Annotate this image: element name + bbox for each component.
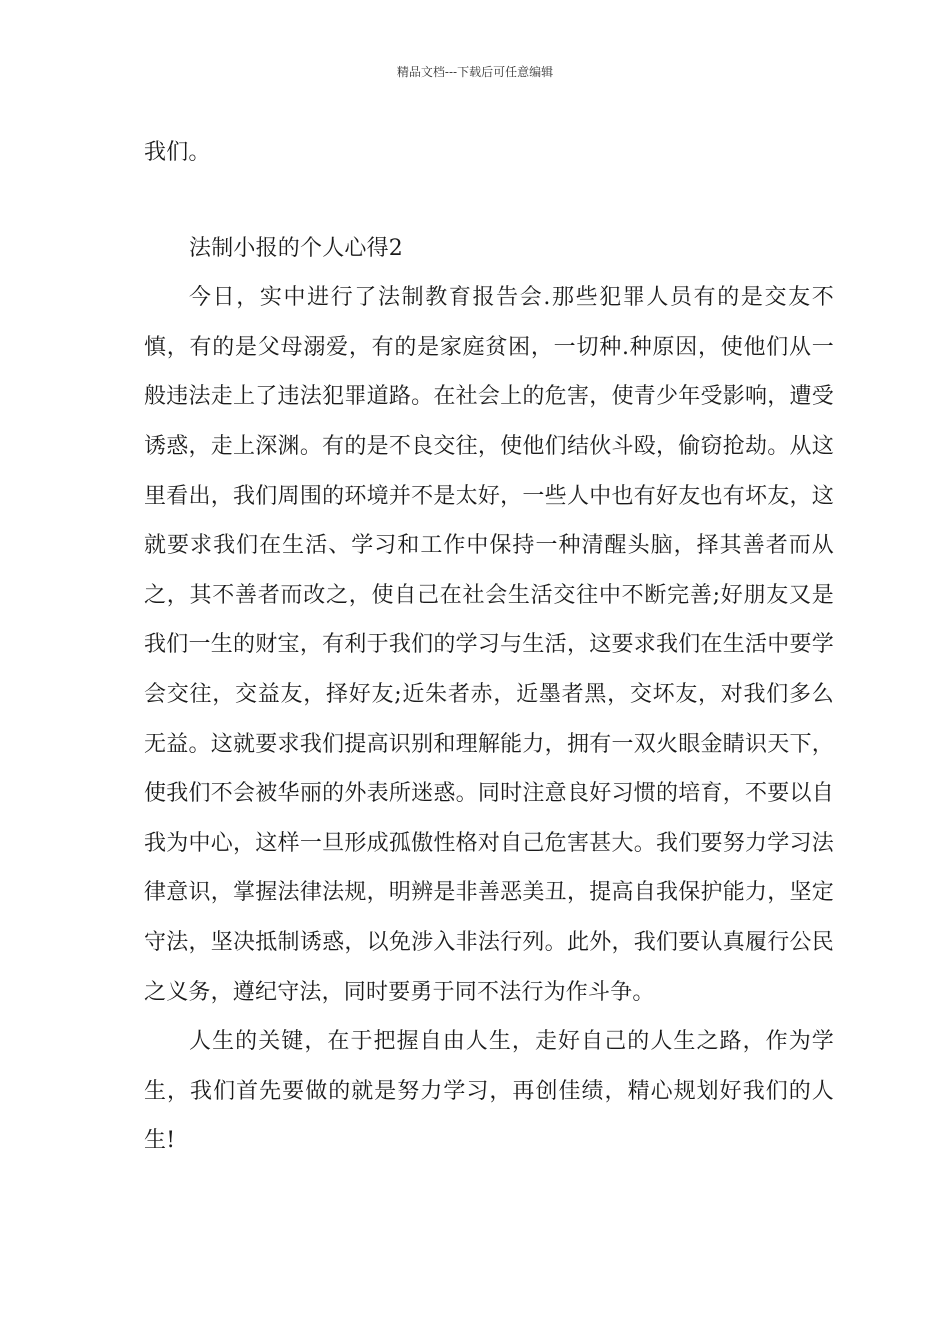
document-body — [144, 128, 834, 1166]
continuation-text: 我们。 — [144, 140, 211, 165]
page-header: 精品文档---下载后可任意编辑 — [396, 65, 554, 79]
body-paragraph-2: 人生的关键，在于把握自由人生，走好自己的人生之路，作为学生，我们首先要做的就是努力学习，再创佳绩，精心规划好我们的人生! — [144, 1029, 834, 1154]
paragraph-gap — [144, 178, 834, 224]
section-title: 法制小报的个人心得2 — [189, 235, 403, 261]
body-paragraph-1: 今日，实中进行了法制教育报告会.那些犯罪人员有的是交友不慎，有的是父母溺爱，有的是家庭贫困，一切种.种原因，使他们从一般违法走上了违法犯罪道路。在社会上的危害，使青少年受影响，遭受诱惑，走上深渊。有的是不良交往，使他们结伙斗殴，偷窃抢劫。从这里看出，我们周围的环境并不是太好，一些人中也有好友也有坏友，这就要求我们在生活、学习和工作中保持一种清醒头脑，择其善者而从之，其不善者而改之，使自己在社会生活交往中不断完善;好朋友又是我们一生的财宝，有利于我们的学习与生活，这要求我们在生活中要学会交往，交益友，择好友;近朱者赤，近墨者黑，交坏友，对我们多么无益。这就要求我们提高识别和理解能力，拥有一双火眼金睛识天下，使我们不会被华丽的外表所迷惑。同时注意良好习惯的培育，不要以自我为中心，这样一旦形成孤傲性格对自己危害甚大。我们要努力学习法律意识，掌握法律法规，明辨是非善恶美丑，提高自我保护能力，坚定守法，坚决抵制诱惑，以免涉入非法行列。此外，我们要认真履行公民之义务，遵纪守法，同时要勇于同不法行为作斗争。 — [144, 285, 834, 1005]
